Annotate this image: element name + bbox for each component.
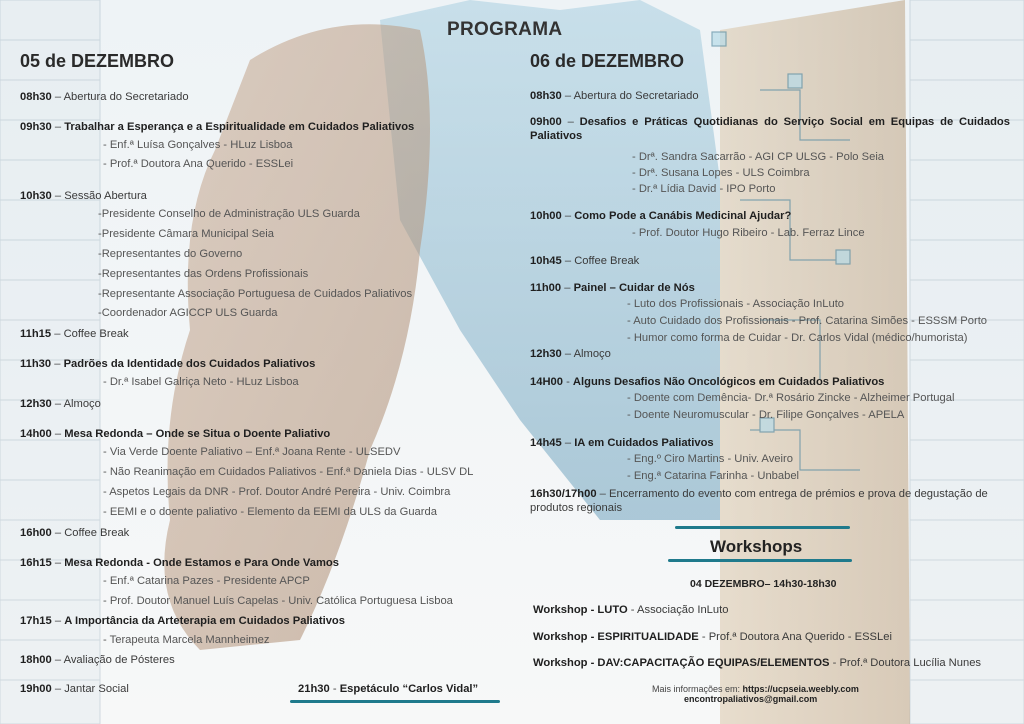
item-title: Mesa Redonda – Onde se Situa o Doente Paliativo [64, 428, 331, 440]
speaker: - Aspetos Legais da DNR - Prof. Doutor André Pereira - Univ. Coimbra [103, 486, 451, 498]
item-time: 11h15 [20, 328, 52, 340]
speaker: - Terapeuta Marcela Mannheimez [103, 634, 270, 646]
workshop-host: Prof.ª Doutora Lucília Nunes [839, 657, 982, 669]
item-time: 09h30 [20, 121, 52, 133]
schedule-item: 12h30 – Almoço [20, 398, 101, 410]
speaker: - EEMI e o doente paliativo - Elemento da EEMI da ULS da Guarda [103, 506, 437, 518]
speaker: -Representante Associação Portuguesa de Cuidados Paliativos [98, 288, 413, 300]
item-title: Sessão Abertura [64, 190, 147, 202]
speaker: -Representantes do Governo [98, 248, 243, 260]
speaker: - Enf.ª Catarina Pazes - Presidente APCP [103, 575, 310, 587]
item-time: 12h30 [530, 348, 562, 360]
schedule-item: 11h15 – Coffee Break [20, 328, 129, 340]
show-underline [290, 700, 500, 703]
schedule-item: 09h30 – Trabalhar a Esperança e a Espiritualidade em Cuidados Paliativos [20, 121, 415, 133]
item-title: Coffee Break [63, 328, 129, 340]
page-title: PROGRAMA [447, 19, 563, 40]
speaker: - Enf.ª Luísa Gonçalves - HLuz Lisboa [103, 139, 293, 151]
workshop-host: Associação InLuto [637, 604, 729, 616]
speaker: - Eng.º Ciro Martins - Univ. Aveiro [627, 453, 793, 465]
item-time: 08h30 [20, 91, 52, 103]
item-title: Coffee Break [64, 527, 130, 539]
workshop-name: Workshop - ESPIRITUALIDADE [533, 631, 699, 643]
item-time: 16h30/17h00 [530, 488, 597, 500]
item-time: 19h00 [20, 683, 52, 695]
speaker: - Doente Neuromuscular - Dr. Filipe Gonçalves - APELA [627, 409, 905, 421]
speaker: -Presidente Conselho de Administração ULS Guarda [98, 208, 360, 220]
email-link[interactable]: encontropaliativos@gmail.com [684, 694, 818, 704]
schedule-item: 14H00 - Alguns Desafios Não Oncológicos em Cuidados Paliativos [530, 376, 885, 388]
workshop-name: Workshop - DAV:CAPACITAÇÃO EQUIPAS/ELEMENTOS [533, 657, 830, 669]
contact-email[interactable] [684, 694, 817, 704]
item-title: Alguns Desafios Não Oncológicos em Cuidados Paliativos [572, 376, 885, 388]
item-title: Painel – Cuidar de Nós [573, 282, 695, 294]
schedule-item: 11h30 – Padrões da Identidade dos Cuidados Paliativos [20, 358, 316, 370]
item-title: Almoço [63, 398, 101, 410]
workshops-underline-bottom [668, 559, 852, 562]
workshop-item: Workshop - LUTO - Associação InLuto [533, 604, 729, 616]
workshops-underline-top [675, 526, 850, 529]
schedule-item: 11h00 – Painel – Cuidar de Nós [530, 282, 695, 294]
speaker: - Humor como forma de Cuidar - Dr. Carlos Vidal (médico/humorista) [627, 332, 968, 344]
schedule-item: 09h00 – Desafios e Práticas Quotidianas do Serviço Social em Equipas de Cuidados Paliativos [530, 116, 1010, 142]
item-title: Almoço [573, 348, 611, 360]
speaker: - Drª. Sandra Sacarrão - AGI CP ULSG - Polo Seia [632, 151, 885, 163]
schedule-item: 08h30 – Abertura do Secretariado [530, 90, 699, 102]
item-time: 14h45 [530, 437, 562, 449]
schedule-item: 10h45 – Coffee Break [530, 255, 640, 267]
item-time: 16h00 [20, 527, 52, 539]
speaker: - Dr.ª Lídia David - IPO Porto [632, 183, 776, 195]
schedule-item: 10h00 – Como Pode a Canábis Medicinal Ajudar? [530, 210, 792, 222]
more-info-label: Mais informações em: [652, 684, 741, 694]
website-link[interactable]: https://ucpseia.weebly.com [742, 684, 859, 694]
workshop-item: Workshop - DAV:CAPACITAÇÃO EQUIPAS/ELEMENTOS - Prof.ª Doutora Lucília Nunes [533, 657, 982, 669]
speaker: - Auto Cuidado dos Profissionais - Prof. Catarina Simões - ESSSM Porto [627, 315, 988, 327]
schedule-item: 10h30 – Sessão Abertura [20, 190, 147, 202]
schedule-item: 17h15 – A Importância da Arteterapia em Cuidados Paliativos [20, 615, 345, 627]
item-title: Mesa Redonda - Onde Estamos e Para Onde Vamos [64, 557, 339, 569]
workshop-host: Prof.ª Doutora Ana Querido - ESSLei [708, 631, 892, 643]
schedule-item: 18h00 – Avaliação de Pósteres [20, 654, 175, 666]
item-time: 09h00 [530, 116, 562, 128]
speaker: - Não Reanimação em Cuidados Paliativos - Enf.ª Daniela Dias - ULSV DL [103, 466, 474, 478]
schedule-item: 14h00 – Mesa Redonda – Onde se Situa o Doente Paliativo [20, 428, 331, 440]
item-time: 11h00 [530, 282, 562, 294]
item-time: 08h30 [530, 90, 562, 102]
item-title: Abertura do Secretariado [63, 91, 189, 103]
more-info [652, 684, 859, 694]
item-title: Abertura do Secretariado [573, 90, 699, 102]
speaker: -Coordenador AGICCP ULS Guarda [98, 307, 278, 319]
item-title: Como Pode a Canábis Medicinal Ajudar? [574, 210, 792, 222]
schedule-item: 19h00 – Jantar Social [20, 683, 129, 695]
speaker: -Representantes das Ordens Profissionais [98, 268, 309, 280]
item-time: 18h00 [20, 654, 52, 666]
show-item: 21h30 - Espetáculo “Carlos Vidal” [298, 683, 479, 695]
item-title: Espetáculo “Carlos Vidal” [339, 683, 479, 695]
item-time: 14H00 [530, 376, 563, 388]
item-time: 17h15 [20, 615, 52, 627]
item-title: A Importância da Arteterapia em Cuidados Paliativos [64, 615, 345, 627]
workshops-date: 04 DEZEMBRO– 14h30-18h30 [690, 578, 837, 590]
speaker: - Eng.ª Catarina Farinha - Unbabel [627, 470, 800, 482]
speaker: - Dr.ª Isabel Galriça Neto - HLuz Lisboa [103, 376, 299, 388]
speaker: - Prof. Doutor Hugo Ribeiro - Lab. Ferraz Lince [632, 227, 865, 239]
schedule-item: 16h00 – Coffee Break [20, 527, 130, 539]
item-title: Jantar Social [64, 683, 129, 695]
item-title: Avaliação de Pósteres [63, 654, 175, 666]
speaker: - Via Verde Doente Paliativo – Enf.ª Joana Rente - ULSEDV [103, 446, 401, 458]
item-title: Encerramento do evento com entrega de prémios e prova de degustação de produtos regionais [530, 488, 988, 514]
speaker: - Drª. Susana Lopes - ULS Coimbra [632, 167, 810, 179]
day1-heading: 05 de DEZEMBRO [20, 51, 175, 71]
item-title: Coffee Break [574, 255, 640, 267]
item-title: IA em Cuidados Paliativos [574, 437, 714, 449]
item-title: Desafios e Práticas Quotidianas do Serviço Social em Equipas de Cuidados Paliativos [530, 116, 1010, 142]
item-time: 12h30 [20, 398, 52, 410]
schedule-item: 16h30/17h00 – Encerramento do evento com entrega de prémios e prova de degustação de produtos regionais [530, 488, 988, 514]
workshop-name: Workshop - LUTO [533, 604, 628, 616]
item-time: 10h45 [530, 255, 562, 267]
schedule-item: 08h30 – Abertura do Secretariado [20, 91, 189, 103]
speaker: -Presidente Câmara Municipal Seia [98, 228, 274, 240]
item-time: 21h30 [298, 683, 330, 695]
day2-heading: 06 de DEZEMBRO [530, 51, 685, 71]
item-time: 14h00 [20, 428, 52, 440]
item-time: 16h15 [20, 557, 52, 569]
item-time: 10h00 [530, 210, 562, 222]
workshop-item: Workshop - ESPIRITUALIDADE - Prof.ª Doutora Ana Querido - ESSLei [533, 631, 892, 643]
schedule-item: 16h15 – Mesa Redonda - Onde Estamos e Para Onde Vamos [20, 557, 339, 569]
item-time: 11h30 [20, 358, 52, 370]
item-time: 10h30 [20, 190, 52, 202]
item-title: Padrões da Identidade dos Cuidados Paliativos [63, 358, 316, 370]
speaker: - Luto dos Profissionais - Associação InLuto [627, 298, 845, 310]
workshops-heading: Workshops [710, 537, 803, 556]
schedule-item: 14h45 – IA em Cuidados Paliativos [530, 437, 714, 449]
item-title: Trabalhar a Esperança e a Espiritualidade em Cuidados Paliativos [64, 121, 415, 133]
schedule-item: 12h30 – Almoço [530, 348, 611, 360]
speaker: - Doente com Demência- Dr.ª Rosário Zincke - Alzheimer Portugal [627, 392, 955, 404]
speaker: - Prof. Doutor Manuel Luís Capelas - Univ. Católica Portuguesa Lisboa [103, 595, 453, 607]
speaker: - Prof.ª Doutora Ana Querido - ESSLei [103, 158, 294, 170]
